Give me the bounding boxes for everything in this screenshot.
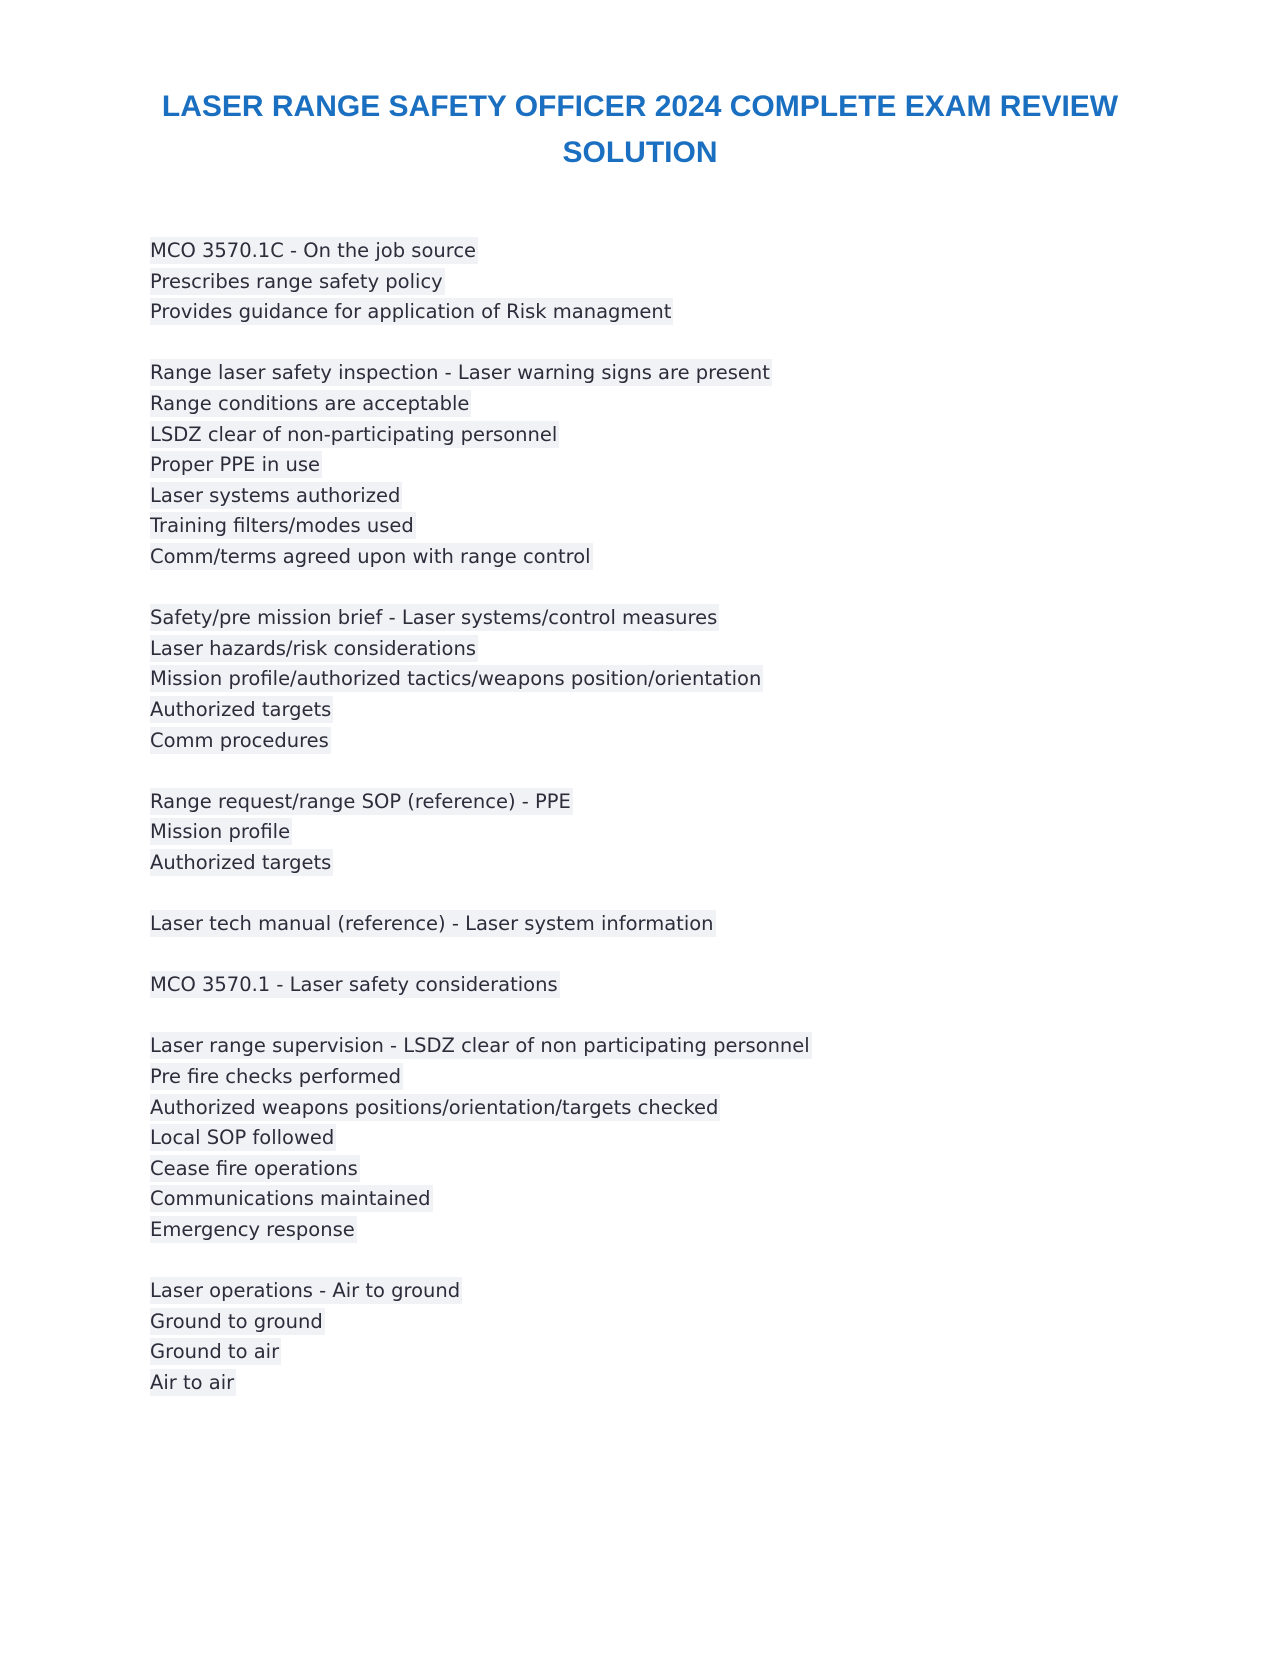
text-line: Laser hazards/risk considerations	[150, 636, 476, 660]
text-line: Laser operations - Air to ground	[150, 1279, 461, 1303]
text-line: Laser systems authorized	[150, 483, 401, 507]
text-line: Pre fire checks performed	[150, 1065, 401, 1089]
text-line: Authorized targets	[150, 697, 332, 721]
paragraph-gap	[150, 328, 1150, 359]
text-line: Communications maintained	[150, 1187, 431, 1211]
text-line: Ground to air	[150, 1340, 280, 1364]
text-line: LSDZ clear of non-participating personnel	[150, 422, 558, 446]
document-title	[140, 84, 1140, 176]
text-line: Range laser safety inspection - Laser warning signs are present	[150, 361, 770, 385]
text-line: Range conditions are acceptable	[150, 391, 470, 415]
text-line: Laser tech manual (reference) - Laser system information	[150, 912, 714, 936]
text-line: Local SOP followed	[150, 1126, 335, 1150]
text-line: Authorized targets	[150, 850, 332, 874]
text-line: Laser range supervision - LSDZ clear of non participating personnel	[150, 1034, 810, 1058]
text-line: Ground to ground	[150, 1309, 323, 1333]
paragraph-gap	[150, 878, 1150, 909]
text-line: Air to air	[150, 1370, 235, 1394]
text-line: MCO 3570.1 - Laser safety considerations	[150, 973, 558, 997]
paragraph-gap	[150, 1246, 1150, 1277]
text-line: Comm procedures	[150, 728, 329, 752]
text-line: MCO 3570.1C - On the job source	[150, 239, 477, 262]
text-line: Mission profile/authorized tactics/weapons position/orientation	[150, 667, 762, 691]
title-line-1: LASER RANGE SAFETY OFFICER 2024 COMPLETE EXAM REVIEW	[161, 90, 1119, 123]
paragraph-gap	[150, 1001, 1150, 1032]
paragraph-gap	[150, 756, 1150, 787]
title-line-2: SOLUTION	[562, 136, 718, 169]
text-line: Safety/pre mission brief - Laser systems/control measures	[150, 606, 718, 630]
text-line: Prescribes range safety policy	[150, 269, 443, 293]
paragraph-gap	[150, 940, 1150, 971]
text-line: Provides guidance for application of Risk managment	[150, 300, 672, 324]
text-line: Mission profile	[150, 820, 291, 844]
text-line: Proper PPE in use	[150, 453, 321, 477]
text-line: Authorized weapons positions/orientation/targets checked	[150, 1095, 719, 1119]
text-line: Comm/terms agreed upon with range control	[150, 544, 591, 568]
document-body	[150, 236, 1150, 1399]
text-line: Training filters/modes used	[150, 514, 414, 538]
text-line: Range request/range SOP (reference) - PPE	[150, 789, 571, 813]
paragraph-gap	[150, 573, 1150, 604]
text-line: Cease fire operations	[150, 1156, 358, 1180]
text-line: Emergency response	[150, 1218, 355, 1241]
